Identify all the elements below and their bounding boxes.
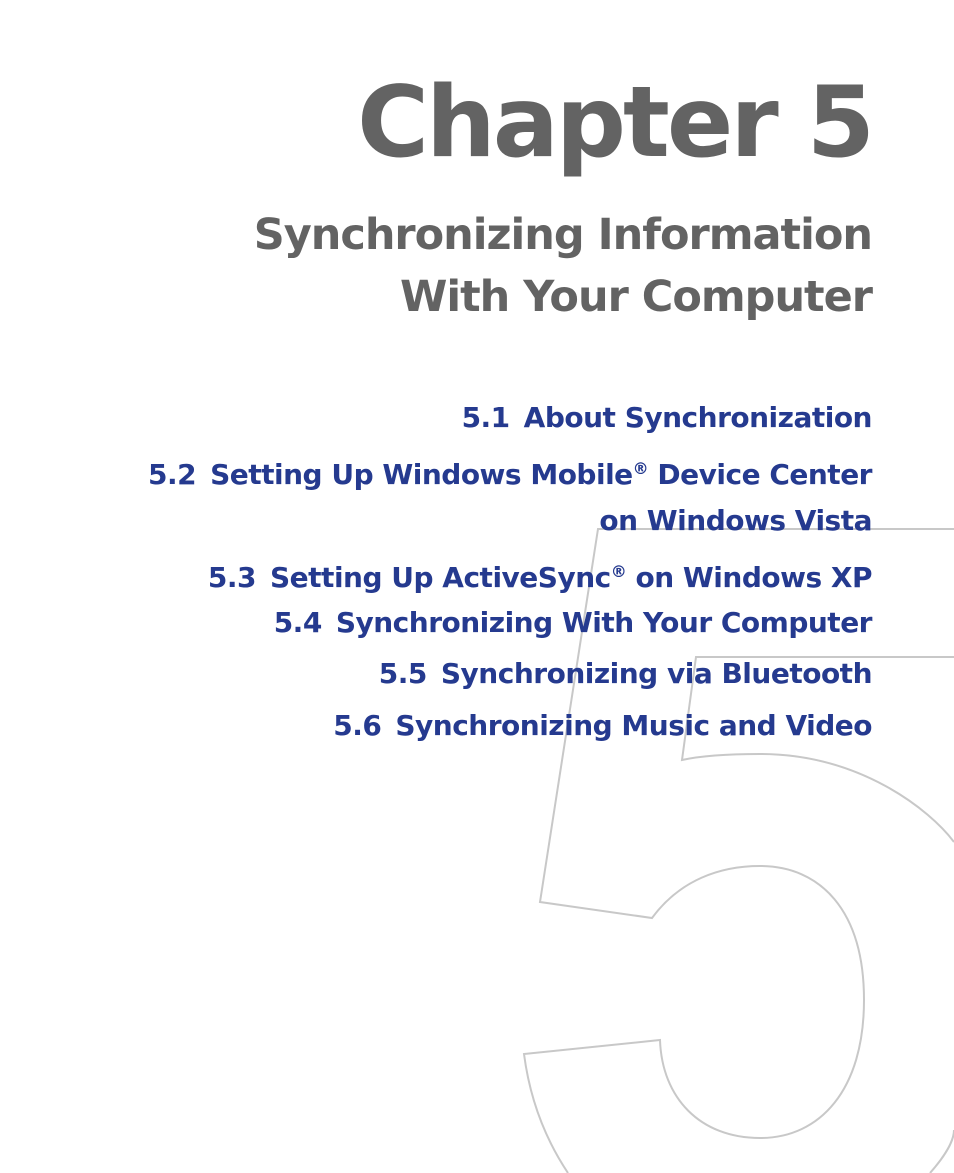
toc-item-number: 5.3 (207, 560, 257, 594)
chapter-subtitle-line-2: With Your Computer (399, 272, 872, 322)
chapter-title: Chapter 5 (357, 66, 872, 180)
chapter-subtitle (254, 204, 872, 328)
toc-item-5-6[interactable] (148, 700, 872, 751)
toc-item-5-3[interactable] (148, 546, 872, 597)
toc-item-title-rest: on Windows XP (626, 560, 872, 594)
toc-item-number: 5.1 (461, 401, 510, 434)
toc-item-title: Setting Up Windows Mobile (210, 458, 633, 492)
toc-item-5-2-continuation[interactable] (148, 495, 872, 546)
registered-mark: ® (632, 459, 649, 479)
toc-item-title-rest: Device Center (648, 458, 872, 492)
toc-item-number: 5.2 (147, 458, 197, 492)
toc-item-5-2[interactable] (148, 443, 872, 494)
toc-item-number: 5.5 (378, 657, 427, 691)
chapter-subtitle-line-1: Synchronizing Information (253, 210, 872, 260)
toc-item-title: Setting Up ActiveSync (270, 560, 611, 594)
toc-item-title: Synchronizing With Your Computer (335, 606, 872, 640)
toc-item-5-1[interactable] (148, 392, 872, 443)
toc-item-5-4[interactable] (148, 597, 872, 648)
toc-item-number: 5.6 (333, 708, 382, 742)
registered-mark: ® (610, 561, 627, 581)
toc-item-5-5[interactable] (148, 648, 872, 699)
toc-item-title-continuation: on Windows Vista (599, 503, 872, 537)
table-of-contents (148, 392, 872, 751)
toc-item-title: About Synchronization (523, 401, 872, 434)
toc-item-number: 5.4 (273, 606, 322, 640)
toc-item-title: Synchronizing Music and Video (395, 708, 872, 742)
toc-item-title: Synchronizing via Bluetooth (440, 657, 872, 691)
